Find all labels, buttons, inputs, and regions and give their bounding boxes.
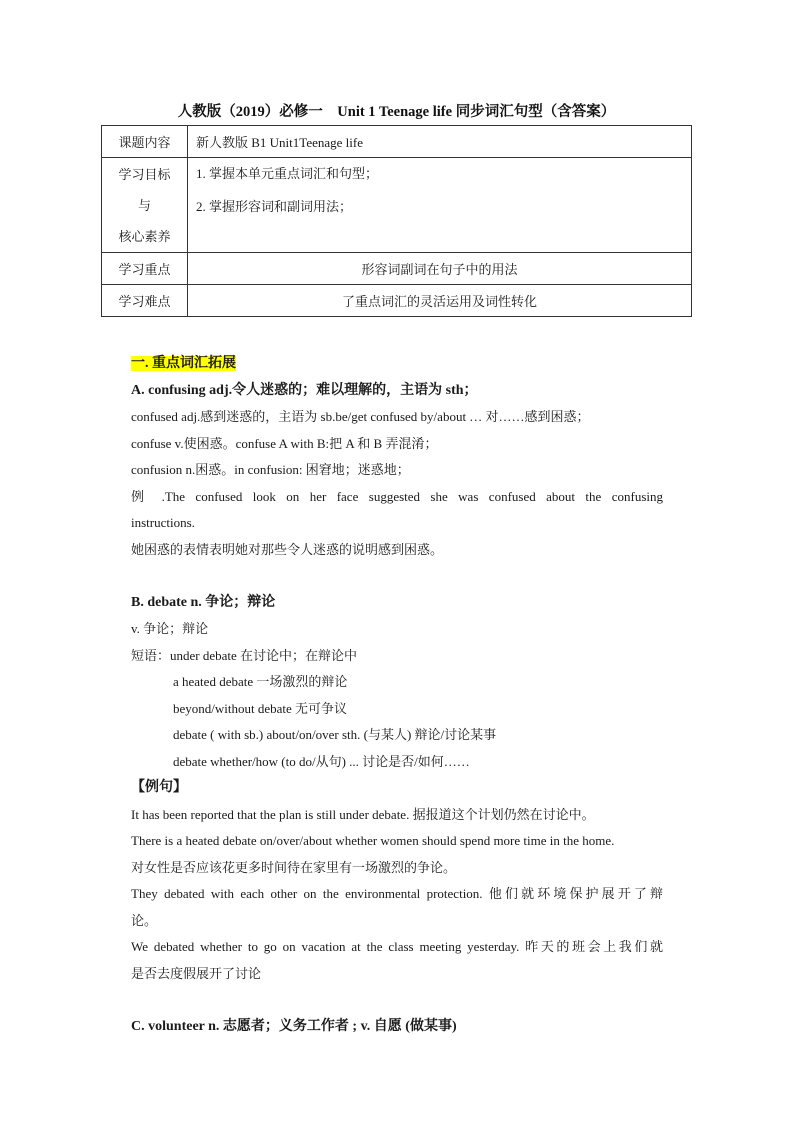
- vocabulary-content: [131, 350, 663, 1040]
- row-label-topic: 课题内容: [102, 126, 188, 158]
- entry-b-phrase-intro: 短语：under debate 在讨论中；在辩论中: [131, 647, 358, 663]
- entry-b-verb: v. 争论；辩论: [131, 621, 209, 636]
- row-label-difficulties: 学习难点: [102, 285, 188, 317]
- entry-a-line: confusion n.困惑。in confusion: 困窘地；迷惑地；: [131, 462, 410, 477]
- entry-b-phrase: a heated debate 一场激烈的辩论: [173, 674, 348, 689]
- entry-b-example: 论。: [131, 912, 158, 928]
- entry-b-example: There is a heated debate on/over/about whether women should spend more time in the home.: [131, 833, 615, 848]
- entry-a-head: A. confusing adj.令人迷惑的；难以理解的，主语为 sth；: [131, 382, 478, 398]
- entry-a-example-cont: instructions.: [131, 515, 195, 530]
- entry-b-phrase: debate ( with sb.) about/on/over sth. (与某人) 辩论/讨论某事: [173, 727, 497, 742]
- row-value-key-points: 形容词副词在句子中的用法: [188, 253, 692, 285]
- entry-b-example: 对女性是否应该花更多时间待在家里有一场激烈的争论。: [131, 859, 457, 875]
- examples-heading: 【例句】: [131, 780, 187, 795]
- table-row: [102, 253, 692, 285]
- entry-b-phrase: beyond/without debate 无可争议: [173, 700, 348, 716]
- entry-a-line: confuse v.使困惑。confuse A with B:把 A 和 B 弄混淆；: [131, 435, 438, 451]
- lesson-info-table: [101, 125, 692, 317]
- entry-c-head: C. volunteer n. 志愿者；义务工作者 ; v. 自愿 (做某事): [131, 1018, 457, 1034]
- entry-b-phrase: debate whether/how (to do/从句) ... 讨论是否/如何……: [173, 753, 470, 769]
- table-row: [102, 126, 692, 158]
- entry-b-example: We debated whether to go on vacation at the class meeting yesterday. 昨天的班会上我们就: [131, 939, 663, 954]
- goal-label-line: 核心素养: [118, 228, 171, 244]
- row-label-goals: [102, 158, 188, 253]
- goal-item: 2. 掌握形容词和副词用法；: [196, 199, 353, 214]
- entry-a-example: 例 .The confused look on her face suggested she was confused about the confusing: [131, 488, 663, 504]
- entry-a-line: confused adj.感到迷惑的，主语为 sb.be/get confused by/about … 对……感到困惑；: [131, 409, 590, 424]
- row-value-difficulties: 了重点词汇的灵活运用及词性转化: [188, 285, 692, 317]
- document-title: 人教版（2019）必修一 Unit 1 Teenage life 同步词汇句型（含答案）: [177, 104, 616, 120]
- table-row: [102, 285, 692, 317]
- entry-a-translation: 她困惑的表情表明她对那些令人迷惑的说明感到困惑。: [131, 541, 444, 557]
- goal-label-line: 与: [137, 197, 151, 213]
- row-value-goals: [188, 158, 692, 253]
- section-title: 一. 重点词汇拓展: [131, 356, 236, 371]
- row-label-key-points: 学习重点: [102, 253, 188, 285]
- entry-b-example: They debated with each other on the environmental protection. 他们就环境保护展开了辩: [131, 886, 663, 901]
- table-row: [102, 158, 692, 253]
- entry-b-example: It has been reported that the plan is still under debate. 据报道这个计划仍然在讨论中。: [131, 806, 595, 822]
- entry-b-head: B. debate n. 争论；辩论: [131, 594, 276, 610]
- row-value-topic: 新人教版 B1 Unit1Teenage life: [188, 126, 692, 158]
- entry-b-example: 是否去度假展开了讨论: [131, 965, 262, 981]
- goal-label-line: 学习目标: [118, 166, 171, 182]
- goal-item: 1. 掌握本单元重点词汇和句型；: [196, 166, 379, 181]
